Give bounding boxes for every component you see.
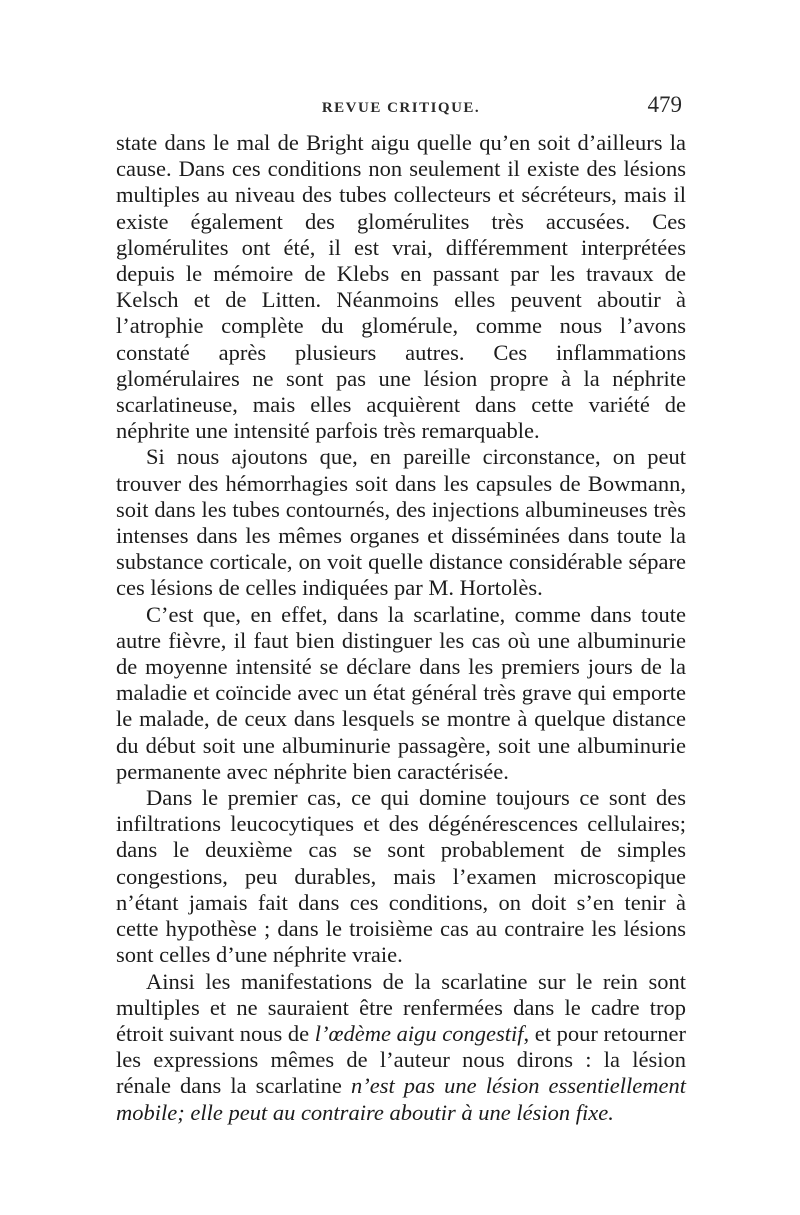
- paragraph-5: [116, 969, 686, 1126]
- page-number: 479: [647, 92, 682, 117]
- paragraph-1: [116, 130, 686, 444]
- book-page: [116, 92, 686, 1126]
- paragraph-2-text: Si nous ajoutons que, en pareille circonstance, on peut trouver des hémorrhagies soit dans les capsules de Bowmann, soit dans les tubes contournés, des injections albumineuses très intenses dans les mêmes organes et disséminées dans toute la substance corticale, on voit quelle distance considérable sépare ces lésions de celles indiquées par M. Hortolès.: [116, 444, 686, 601]
- italic-term-oedeme: l’œdème aigu congestif: [314, 1020, 524, 1046]
- paragraph-3: [116, 602, 686, 785]
- paragraph-1-text: state dans le mal de Bright aigu quelle qu’en soit d’ailleurs la cause. Dans ces conditions non seulement il existe des lésions multiples au niveau des tubes collecteurs et sécréteurs, mais il existe également des glomérulites très accusées. Ces glomérulites ont été, il est vrai, différemment interprétées depuis le mémoire de Klebs en passant par les travaux de Kelsch et de Litten. Néanmoins elles peuvent aboutir à l’atrophie complète du glomérule, comme nous l’avons constaté après plusieurs autres. Ces inflammations glomérulaires ne sont pas une lésion propre à la néphrite scarlatineuse, mais elles acquièrent dans cette variété de néphrite une intensité parfois très remarquable.: [116, 130, 686, 444]
- running-header: [116, 92, 686, 130]
- paragraph-4: [116, 785, 686, 968]
- paragraph-5-text-a: Ainsi les manifestations de la scarlatine sur le rein sont multiples et ne sauraient être renfermées dans le cadre trop étroit suivant nous de: [116, 968, 686, 1046]
- paragraph-4-text: Dans le premier cas, ce qui domine toujours ce sont des infiltrations leucocytiques et des dégénérescences cellulaires; dans le deuxième cas se sont probablement de simples congestions, peu durables, mais l’examen microscopique n’étant jamais fait dans ces conditions, on doit s’en tenir à cette hypothèse ; dans le troisième cas au contraire les lésions sont celles d’une néphrite vraie.: [116, 785, 686, 968]
- body-text: [116, 130, 686, 1126]
- running-title: REVUE CRITIQUE.: [321, 100, 481, 116]
- italic-conclusion: n’est pas une lésion essentiellement mobile; elle peut au contraire aboutir à une lésion fixe.: [116, 1073, 686, 1125]
- paragraph-5-text-b: , et pour retourner les expressions mêmes de l’auteur nous dirons : la lésion rénale dans la scarlatine: [116, 1020, 686, 1099]
- paragraph-3-text: C’est que, en effet, dans la scarlatine, comme dans toute autre fièvre, il faut bien distinguer les cas où une albuminurie de moyenne intensité se déclare dans les premiers jours de la maladie et coïncide avec un état général très grave qui emporte le malade, de ceux dans lesquels se montre à quelque distance du début soit une albuminurie passagère, soit une albuminurie permanente avec néphrite bien caractérisée.: [116, 601, 686, 784]
- paragraph-2: [116, 444, 686, 601]
